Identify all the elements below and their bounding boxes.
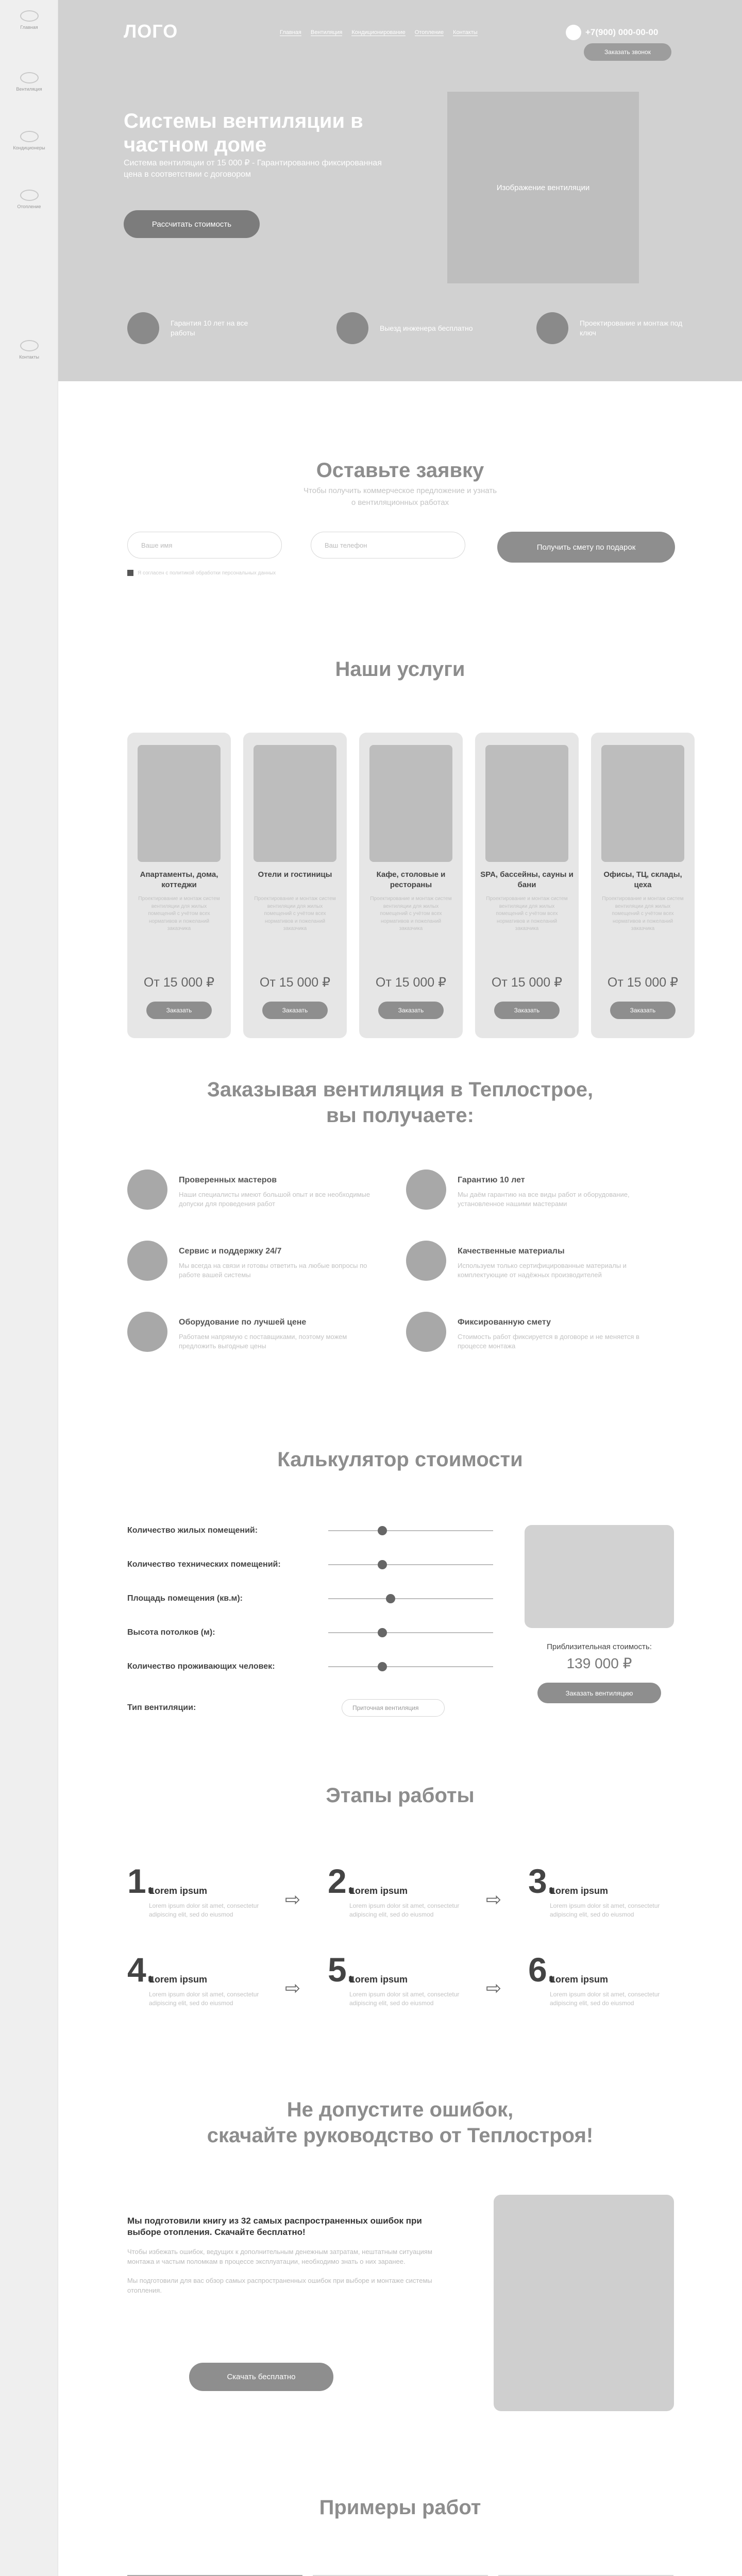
slider-track[interactable]	[328, 1564, 493, 1565]
service-price: От 15 000 ₽	[607, 975, 679, 990]
service-price: От 15 000 ₽	[491, 975, 563, 990]
home-icon	[20, 10, 39, 22]
benefit-item: Сервис и поддержку 24/7 Мы всегда на связи и готовы ответить на любые вопросы по работе вашей системы	[127, 1241, 385, 1281]
stage-item: 4. Lorem ipsum Lorem ipsum dolor sit amet, consectetur adipiscing elit, sed do eiusmod	[127, 1951, 259, 2007]
arrow-right-icon: ⇨	[285, 1977, 301, 1998]
service-card: Отели и гостиницы Проектирование и монтаж систем вентиляции для жилых помещений с учётом всех нормативов и пожеланий заказчика От 15 000 ₽ Заказать	[243, 733, 347, 1038]
benefit-item: Оборудование по лучшей цене Работаем напрямую с поставщиками, поэтому можем предложить выгодные цены	[127, 1312, 385, 1352]
slider-track[interactable]	[328, 1666, 493, 1667]
benefit-item: Гарантию 10 лет Мы даём гарантию на все виды работ и оборудование, установленное нашими мастерами	[406, 1170, 664, 1210]
phone-input[interactable]: Ваш телефон	[311, 532, 465, 558]
submit-request-button[interactable]: Получить смету по подарок	[497, 532, 675, 563]
stage-item: 2. Lorem ipsum Lorem ipsum dolor sit amet, consectetur adipiscing elit, sed do eiusmod	[328, 1862, 460, 1919]
service-image	[369, 745, 452, 862]
stage-item: 6. Lorem ipsum Lorem ipsum dolor sit amet, consectetur adipiscing elit, sed do eiusmod	[528, 1951, 660, 2007]
slider-track[interactable]	[328, 1598, 493, 1599]
benefit-icon	[127, 1241, 167, 1281]
service-price: От 15 000 ₽	[259, 975, 331, 990]
arrow-right-icon: ⇨	[486, 1889, 502, 1910]
benefit-icon	[127, 1170, 167, 1210]
phone-icon	[566, 25, 581, 40]
order-button[interactable]: Заказать	[378, 1002, 444, 1019]
service-card: Апартаменты, дома, коттеджи Проектирование и монтаж систем вентиляции для жилых помещений с учётом всех нормативов и пожеланий заказчика От 15 000 ₽ Заказать	[127, 733, 231, 1038]
calculator-image	[525, 1525, 674, 1628]
calc-row: Высота потолков (м):	[127, 1628, 493, 1637]
download-guide-button[interactable]: Скачать бесплатно	[189, 2363, 333, 2391]
ventilation-type-row: Тип вентиляции: Приточная вентиляция	[127, 1699, 445, 1717]
service-price: От 15 000 ₽	[143, 975, 215, 990]
hero-section	[58, 0, 742, 381]
service-price: От 15 000 ₽	[375, 975, 447, 990]
service-image	[485, 745, 568, 862]
slider-track[interactable]	[328, 1530, 493, 1531]
sidebar-item-home[interactable]: Главная	[0, 10, 58, 30]
service-card: Офисы, ТЦ, склады, цеха Проектирование и монтаж систем вентиляции для жилых помещений с учётом всех нормативов и пожеланий заказчика От 15 000 ₽ Заказать	[591, 733, 695, 1038]
services-title: Наши услуги	[335, 658, 465, 681]
stage-item: 1. Lorem ipsum Lorem ipsum dolor sit amet, consectetur adipiscing elit, sed do eiusmod	[127, 1862, 259, 1919]
request-subtitle: Чтобы получить коммерческое предложение и узнать о вентиляционных работах	[303, 486, 497, 507]
service-image	[138, 745, 221, 862]
feature-icon	[127, 312, 159, 344]
works-title: Примеры работ	[319, 2496, 481, 2519]
benefit-item: Проверенных мастеров Наши специалисты имеют большой опыт и все необходимые допуски для проведения работ	[127, 1170, 385, 1210]
slider-thumb[interactable]	[378, 1560, 387, 1569]
sidebar-item-heating[interactable]: Отопление	[0, 190, 58, 209]
nav-item-ventilation[interactable]: Вентиляция	[310, 29, 343, 36]
arrow-right-icon: ⇨	[285, 1889, 301, 1910]
header-phone[interactable]: +7(900) 000-00-00	[566, 25, 658, 40]
feature-icon	[536, 312, 568, 344]
slider-thumb[interactable]	[378, 1662, 387, 1671]
benefit-icon	[406, 1312, 446, 1352]
hero-feature: Выезд инженера бесплатно	[336, 312, 483, 344]
nav-item-heating[interactable]: Отопление	[414, 29, 444, 36]
benefit-icon	[406, 1241, 446, 1281]
calculator-title: Калькулятор стоимости	[277, 1448, 523, 1471]
ventilation-type-select[interactable]: Приточная вентиляция	[342, 1699, 445, 1717]
guide-image	[494, 2195, 674, 2411]
slider-thumb[interactable]	[378, 1628, 387, 1637]
feature-icon	[336, 312, 368, 344]
agree-checkbox[interactable]: Я согласен с политикой обработки персональных данных	[127, 570, 276, 576]
calc-row: Количество технических помещений:	[127, 1560, 493, 1569]
snowflake-icon	[20, 131, 39, 142]
order-button[interactable]: Заказать	[610, 1002, 676, 1019]
callback-button[interactable]: Заказать звонок	[584, 43, 671, 61]
order-button[interactable]: Заказать	[262, 1002, 328, 1019]
calculate-cost-button[interactable]: Рассчитать стоимость	[124, 210, 260, 238]
name-input[interactable]: Ваше имя	[127, 532, 282, 558]
service-image	[254, 745, 336, 862]
radiator-icon	[20, 190, 39, 201]
hero-title: Системы вентиляции в частном доме	[124, 110, 363, 156]
benefit-item: Качественные материалы Используем только сертифицированные материалы и комплектующие от надёжных производителей	[406, 1241, 664, 1281]
stage-item: 3. Lorem ipsum Lorem ipsum dolor sit amet, consectetur adipiscing elit, sed do eiusmod	[528, 1862, 660, 1919]
order-button[interactable]: Заказать	[494, 1002, 560, 1019]
hero-feature: Проектирование и монтаж под ключ	[536, 312, 683, 344]
main	[58, 0, 742, 2519]
stage-item: 5. Lorem ipsum Lorem ipsum dolor sit amet, consectetur adipiscing elit, sed do eiusmod	[328, 1951, 460, 2007]
service-card: Кафе, столовые и рестораны Проектирование и монтаж систем вентиляции для жилых помещений с учётом всех нормативов и пожеланий заказчика От 15 000 ₽ Заказать	[359, 733, 463, 1038]
hero-feature: Гарантия 10 лет на все работы	[127, 312, 274, 344]
benefits-title: Заказывая вентиляция в Теплострое, вы получаете:	[207, 1078, 594, 1127]
checkbox-icon	[127, 570, 133, 576]
slider-thumb[interactable]	[378, 1526, 387, 1535]
logo[interactable]: ЛОГО	[124, 21, 178, 42]
sidebar-item-ventilation[interactable]: Вентиляция	[0, 72, 58, 92]
nav-item-contacts[interactable]: Контакты	[453, 29, 478, 36]
benefit-icon	[127, 1312, 167, 1352]
top-nav	[280, 29, 478, 36]
calc-row: Площадь помещения (кв.м):	[127, 1594, 493, 1603]
sidebar	[0, 0, 58, 2576]
benefit-item: Фиксированную смету Стоимость работ фиксируется в договоре и не меняется в процессе монтажа	[406, 1312, 664, 1352]
stages-title: Этапы работы	[326, 1784, 475, 1807]
guide-text: Мы подготовили книгу из 32 самых распространенных ошибок при выборе отопления. Скачайте бесплатно! Чтобы избежать ошибок, ведущих к дополнительным денежным затратам, нештатным ситуациям монтажа и частым поломкам в процессе эксплуатации, необходимо знать о них заранее. Мы подготовили для вас обзор самых распространенных ошибок при выборе и монтаже системы отопления.	[127, 2216, 432, 2294]
cost-label: Приблизительная стоимость:	[547, 1642, 652, 1651]
order-button[interactable]: Заказать	[146, 1002, 212, 1019]
nav-item-home[interactable]: Главная	[280, 29, 301, 36]
request-title: Оставьте заявку	[316, 459, 484, 482]
service-image	[601, 745, 684, 862]
sidebar-item-contacts[interactable]: Контакты	[0, 340, 58, 360]
hero-subtitle: Система вентиляции от 15 000 ₽ - Гарантированно фиксированная цена в соответствии с договором	[124, 159, 382, 179]
benefit-icon	[406, 1170, 446, 1210]
phone-icon	[20, 340, 39, 351]
guide-title: Не допустите ошибок, скачайте руководство от Теплостроя!	[207, 2098, 594, 2147]
service-card: SPA, бассейны, сауны и бани Проектирование и монтаж систем вентиляции для жилых помещений с учётом всех нормативов и пожеланий заказчика От 15 000 ₽ Заказать	[475, 733, 579, 1038]
nav-item-conditioning[interactable]: Кондиционирование	[351, 29, 406, 36]
calc-row: Количество проживающих человек:	[127, 1662, 493, 1671]
calc-row: Количество жилых помещений:	[127, 1526, 493, 1535]
sidebar-item-conditioners[interactable]: Кондиционеры	[0, 131, 58, 150]
fan-icon	[20, 72, 39, 83]
hero-image: Изображение вентиляции	[447, 92, 639, 283]
slider-thumb[interactable]	[386, 1594, 395, 1603]
slider-track[interactable]	[328, 1632, 493, 1633]
cost-value: 139 000 ₽	[566, 1655, 632, 1671]
order-ventilation-button[interactable]: Заказать вентиляцию	[537, 1683, 661, 1703]
arrow-right-icon: ⇨	[486, 1977, 502, 1998]
